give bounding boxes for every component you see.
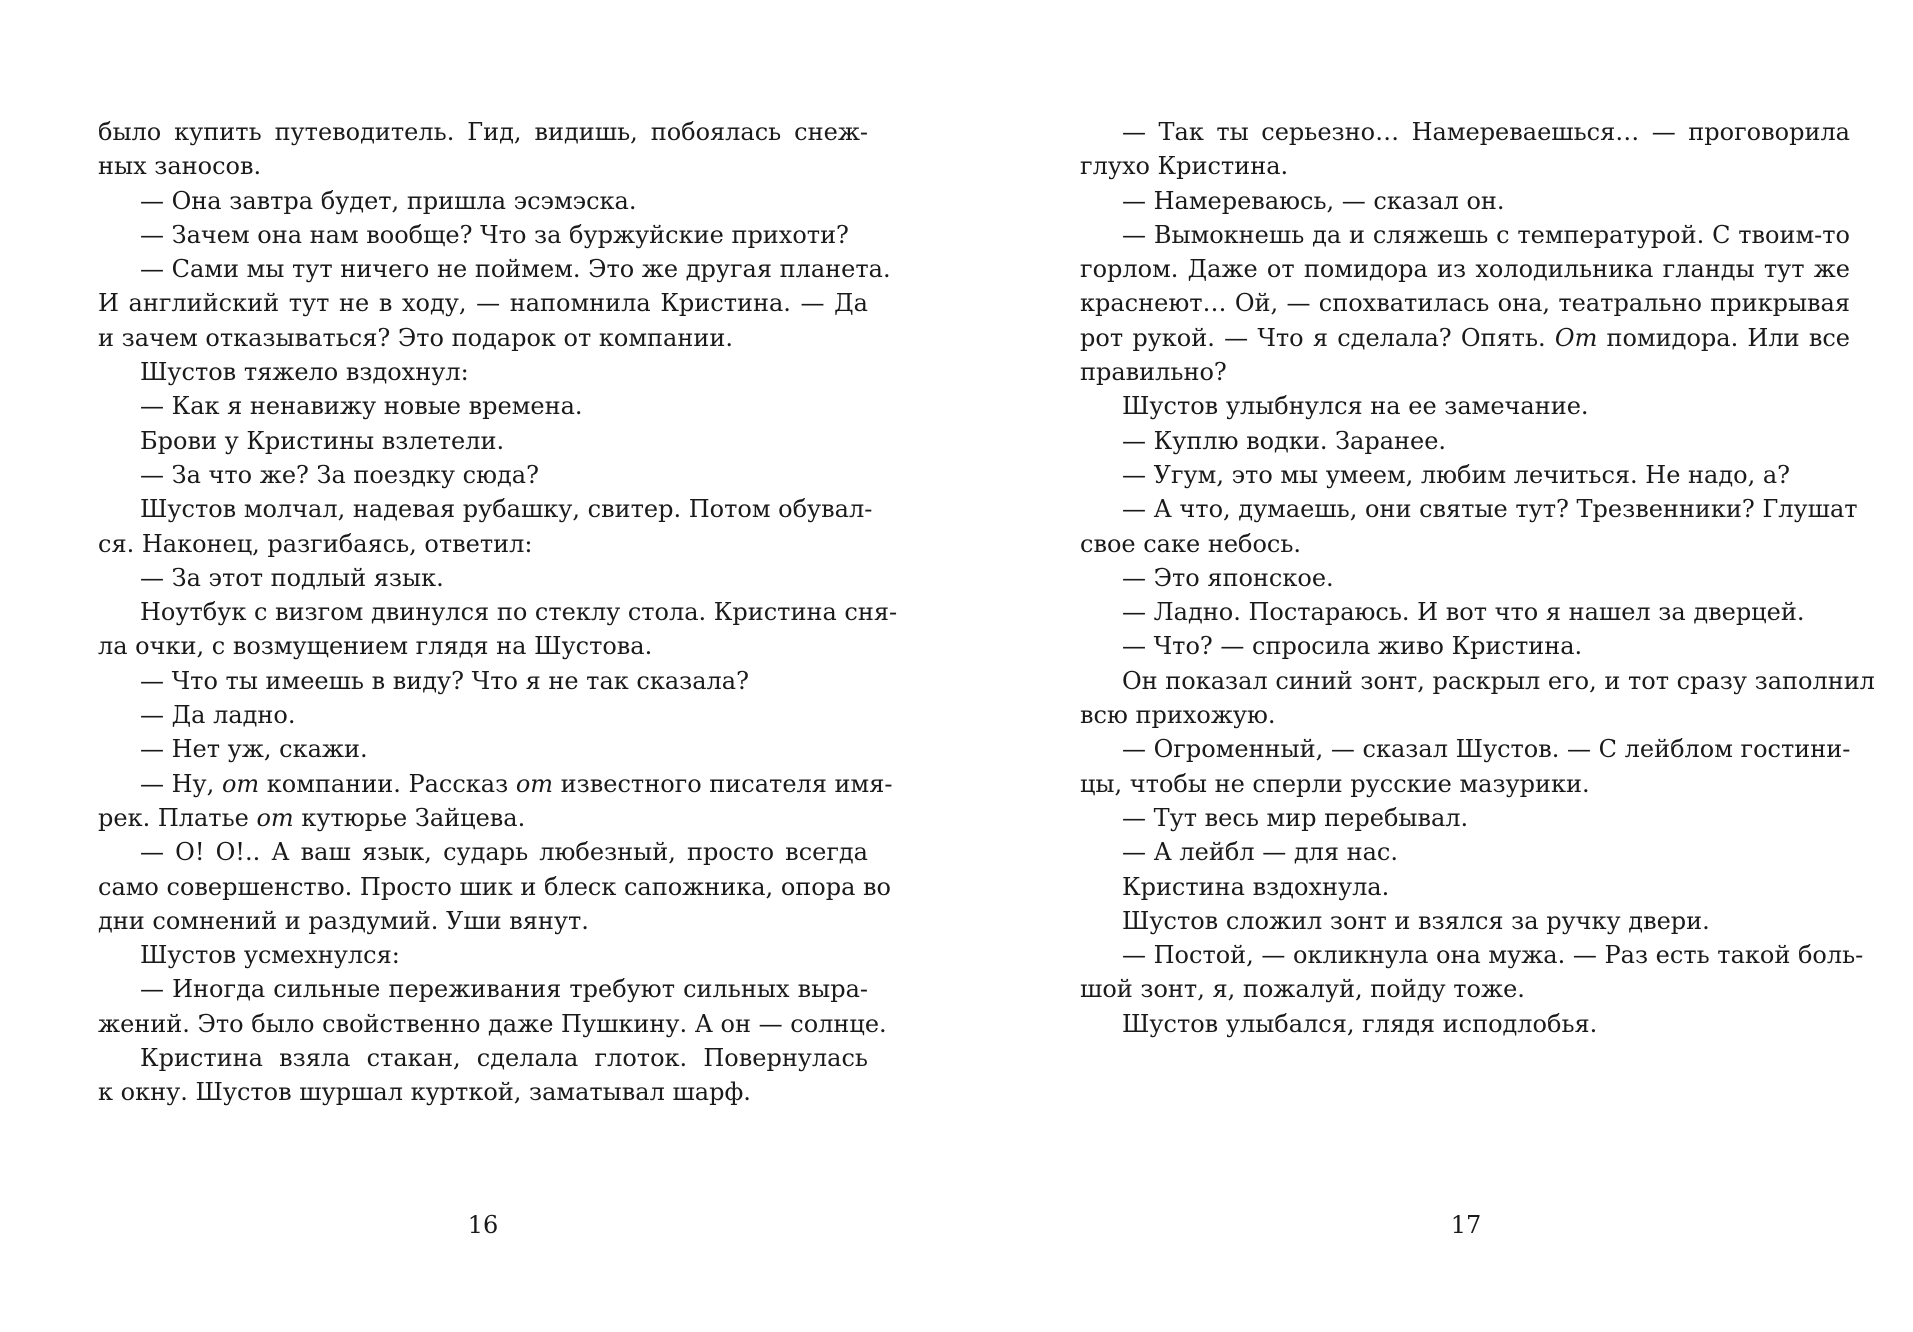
text-line: Он показал синий зонт, раскрыл его, и тот сразу заполнил <box>1122 666 1875 695</box>
text-line: шой зонт, я, пожалуй, пойду тоже. <box>1080 975 1525 1004</box>
text-line: всю прихожую. <box>1080 701 1276 730</box>
text-line <box>1080 321 1850 355</box>
text-line: — Ладно. Постараюсь. И вот что я нашел за дверцей. <box>1122 598 1805 627</box>
text-span: известного писателя имя- <box>553 769 893 798</box>
text-line: Шустов тяжело вздохнул: <box>140 358 469 387</box>
text-line: свое саке небось. <box>1080 529 1302 558</box>
text-line: — Нет уж, скажи. <box>140 735 368 764</box>
text-span: рот рукой. — Что я сделала? Опять. <box>1080 323 1555 352</box>
text-line: — Угум, это мы умеем, любим лечиться. Не надо, а? <box>1122 460 1791 489</box>
text-span: кутюрье Зайцева. <box>293 803 526 832</box>
text-line: Брови у Кристины взлетели. <box>140 426 505 455</box>
text-line: Шустов усмехнулся: <box>140 941 400 970</box>
text-line <box>98 767 893 801</box>
text-line: — Постой, — окликнула она мужа. — Раз есть такой боль- <box>1122 941 1864 970</box>
text-line: — О! О!.. А ваш язык, сударь любезный, просто всегда <box>140 838 868 867</box>
text-line: цы, чтобы не сперли русские мазурики. <box>1080 769 1590 798</box>
text-line: — Тут весь мир перебывал. <box>1122 803 1469 832</box>
text-line: Шустов молчал, надевая рубашку, свитер. Потом обувал- <box>140 495 873 524</box>
text-line: само совершенство. Просто шик и блеск сапожника, опора во <box>98 872 891 901</box>
text-line: — Что ты имеешь в виду? Что я не так сказала? <box>140 666 749 695</box>
right-page-text <box>1080 115 1875 1041</box>
text-line: Кристина взяла стакан, сделала глоток. Повернулась <box>140 1044 868 1073</box>
text-line: — Сами мы тут ничего не поймем. Это же другая планета. <box>140 255 891 284</box>
text-line: к окну. Шустов шуршал курткой, заматывал шарф. <box>98 1078 751 1107</box>
text-line: Шустов сложил зонт и взялся за ручку двери. <box>1122 906 1710 935</box>
text-line: ла очки, с возмущением глядя на Шустова. <box>98 632 653 661</box>
text-line: Шустов улыбался, глядя исподлобья. <box>1122 1009 1598 1038</box>
text-line: — Зачем она нам вообще? Что за буржуйские прихоти? <box>140 220 849 249</box>
text-line: — Она завтра будет, пришла эсэмэска. <box>140 186 637 215</box>
text-line: — Так ты серьезно… Намереваешься… — проговорила <box>1122 118 1850 146</box>
text-span: рек. Платье <box>98 803 257 832</box>
italic-word: от <box>256 803 294 832</box>
text-line: жений. Это было свойственно даже Пушкину. А он — солнце. <box>98 1009 887 1038</box>
text-line: краснеют… Ой, — спохватилась она, театрально прикрывая <box>1080 289 1850 318</box>
text-line: — А что, думаешь, они святые тут? Трезвенники? Глушат <box>1122 495 1858 524</box>
text-line: ных заносов. <box>98 152 262 181</box>
text-line: правильно? <box>1080 358 1227 387</box>
text-line: было купить путеводитель. Гид, видишь, побоялась снеж- <box>98 118 868 146</box>
text-span: компании. Рассказ <box>259 769 516 798</box>
text-line: — Это японское. <box>1122 563 1334 592</box>
text-span: — Ну, <box>140 769 222 798</box>
italic-word: от <box>515 769 554 798</box>
text-line: — За этот подлый язык. <box>140 563 444 592</box>
text-line: ся. Наконец, разгибаясь, ответил: <box>98 529 533 558</box>
text-line <box>98 801 868 835</box>
text-line: — Куплю водки. Заранее. <box>1122 426 1447 455</box>
text-line: — Иногда сильные переживания требуют сильных выра- <box>140 975 868 1004</box>
left-page-text <box>98 115 898 1110</box>
text-line: Кристина вздохнула. <box>1122 872 1390 901</box>
text-line: глухо Кристина. <box>1080 152 1289 181</box>
text-line: горлом. Даже от помидора из холодильника гланды тут же <box>1080 255 1850 284</box>
text-line: и зачем отказываться? Это подарок от компании. <box>98 323 733 352</box>
text-line: — Вымокнешь да и сляжешь с температурой. С твоим-то <box>1122 220 1850 249</box>
text-line: — А лейбл — для нас. <box>1122 838 1398 867</box>
text-span: помидора. Или все <box>1597 323 1850 352</box>
text-line: Шустов улыбнулся на ее замечание. <box>1122 392 1589 421</box>
text-line: Ноутбук с визгом двинулся по стеклу стола. Кристина сня- <box>140 598 898 627</box>
italic-word: от <box>221 769 260 798</box>
text-line: — Что? — спросила живо Кристина. <box>1122 632 1583 661</box>
italic-word: От <box>1554 323 1598 352</box>
text-line: — Да ладно. <box>140 701 296 730</box>
page-number-left: 16 <box>467 1211 499 1239</box>
text-line: — Огроменный, — сказал Шустов. — С лейблом гостини- <box>1122 735 1851 764</box>
text-line: — Как я ненавижу новые времена. <box>140 392 583 421</box>
page-number-right: 17 <box>1450 1211 1482 1239</box>
text-line: — Намереваюсь, — сказал он. <box>1122 186 1505 215</box>
text-line: дни сомнений и раздумий. Уши вянут. <box>98 906 589 935</box>
text-line: И английский тут не в ходу, — напомнила Кристина. — Да <box>98 289 868 318</box>
text-line: — За что же? За поездку сюда? <box>140 460 539 489</box>
